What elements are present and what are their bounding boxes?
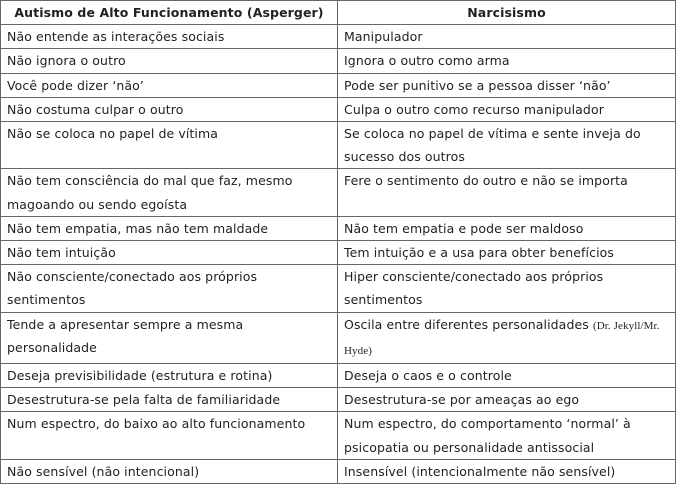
table-row: [1, 241, 676, 265]
cell-text: Oscila entre diferentes personalidades: [344, 316, 589, 332]
table-row: [1, 364, 676, 388]
cell-asperger: Não sensível (não intencional): [1, 459, 338, 483]
cell-narcisismo: Se coloca no papel de vítima e sente inveja do sucesso dos outros: [338, 122, 676, 169]
cell-narcisismo: Não tem empatia e pode ser maldoso: [338, 216, 676, 240]
cell-asperger: Não entende as interações sociais: [1, 25, 338, 49]
cell-narcisismo: Num espectro, do comportamento ‘normal’ à psicopatia ou personalidade antissocial: [338, 412, 676, 459]
table-row: [1, 97, 676, 121]
table-row: [1, 312, 676, 363]
cell-asperger: Não costuma culpar o outro: [1, 97, 338, 121]
table-row: [1, 49, 676, 73]
cell-narcisismo: [338, 312, 676, 363]
cell-narcisismo: Ignora o outro como arma: [338, 49, 676, 73]
table-row: [1, 388, 676, 412]
jekyll-hyde-note: (Dr. Jekyll/Mr. Hyde): [344, 319, 660, 357]
cell-narcisismo: Fere o sentimento do outro e não se importa: [338, 169, 676, 216]
table-row: [1, 265, 676, 312]
table-row: [1, 412, 676, 459]
cell-asperger: Não ignora o outro: [1, 49, 338, 73]
cell-narcisismo: Manipulador: [338, 25, 676, 49]
cell-asperger: Não tem consciência do mal que faz, mesmo magoando ou sendo egoísta: [1, 169, 338, 216]
cell-asperger: Você pode dizer ‘não’: [1, 73, 338, 97]
cell-narcisismo: Deseja o caos e o controle: [338, 364, 676, 388]
cell-asperger: Não se coloca no papel de vítima: [1, 122, 338, 169]
cell-narcisismo: Culpa o outro como recurso manipulador: [338, 97, 676, 121]
cell-narcisismo: Pode ser punitivo se a pessoa disser ‘não’: [338, 73, 676, 97]
cell-asperger: Desestrutura-se pela falta de familiaridade: [1, 388, 338, 412]
cell-asperger: Deseja previsibilidade (estrutura e rotina): [1, 364, 338, 388]
table-row: [1, 216, 676, 240]
table-row: [1, 122, 676, 169]
table-row: [1, 169, 676, 216]
cell-narcisismo: Hiper consciente/conectado aos próprios sentimentos: [338, 265, 676, 312]
table-row: [1, 73, 676, 97]
header-asperger: Autismo de Alto Funcionamento (Asperger): [1, 1, 338, 25]
cell-asperger: Num espectro, do baixo ao alto funcionamento: [1, 412, 338, 459]
header-row: [1, 1, 676, 25]
header-narcisismo: Narcisismo: [338, 1, 676, 25]
table-row: [1, 25, 676, 49]
cell-asperger: Tende a apresentar sempre a mesma personalidade: [1, 312, 338, 363]
cell-asperger: Não tem empatia, mas não tem maldade: [1, 216, 338, 240]
cell-narcisismo: Tem intuição e a usa para obter benefícios: [338, 241, 676, 265]
cell-asperger: Não tem intuição: [1, 241, 338, 265]
cell-asperger: Não consciente/conectado aos próprios sentimentos: [1, 265, 338, 312]
cell-narcisismo: Desestrutura-se por ameaças ao ego: [338, 388, 676, 412]
cell-narcisismo: Insensível (intencionalmente não sensível): [338, 459, 676, 483]
table-row: [1, 459, 676, 483]
